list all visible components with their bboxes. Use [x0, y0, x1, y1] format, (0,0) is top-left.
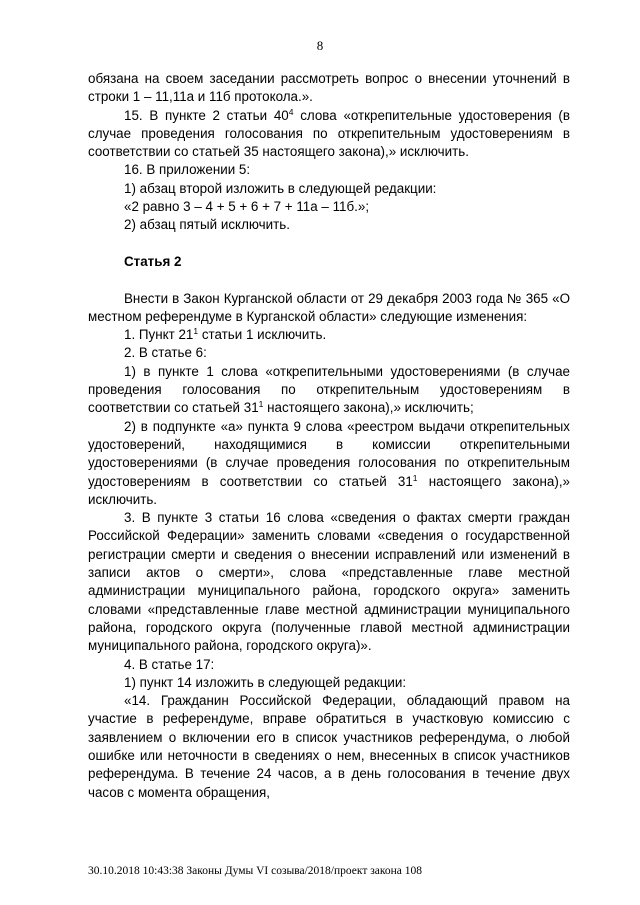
paragraph — [88, 198, 570, 216]
paragraph — [88, 674, 570, 692]
paragraph — [88, 107, 570, 162]
text-run: 1) абзац второй изложить в следующей редакции: — [124, 180, 437, 196]
paragraph — [88, 692, 570, 802]
text-run: Внести в Закон Курганской области от 29 декабря 2003 года № 365 «О местном референдуме в Курганской области» следующие изменения: — [88, 290, 570, 324]
paragraph — [88, 344, 570, 362]
blank-line — [88, 271, 570, 289]
blank-line — [88, 235, 570, 253]
text-run: 2. В статье 6: — [124, 345, 207, 361]
paragraph — [88, 363, 570, 418]
text-run: слова «открепительные удостоверения (в случае проведения голосования по открепительным удостоверениям в соответствии со статьей 35 настоящего закона),» исключить. — [88, 107, 570, 160]
paragraph — [88, 509, 570, 655]
text-run: настоящего закона),» исключить; — [263, 400, 474, 416]
text-run: Статья 2 — [124, 253, 182, 269]
paragraph — [88, 180, 570, 198]
superscript-index: 4 — [288, 106, 294, 117]
text-run: 16. В приложении 5: — [124, 162, 251, 178]
text-run: «2 равно 3 – 4 + 5 + 6 + 7 + 11а – 11б.»; — [124, 199, 370, 215]
superscript-index: 1 — [258, 399, 264, 410]
paragraph — [88, 161, 570, 179]
superscript-index: 1 — [193, 326, 199, 337]
text-run: 1) пункт 14 изложить в следующей редакции: — [124, 674, 407, 690]
text-run: 3. В пункте 3 статьи 16 слова «сведения о фактах смерти граждан Российской Федерации» заменить словами «сведения о государственной регистрации смерти и сведения о внесении исправлений или изменений в записи актов о смерти», слова «представленные главе местной администрации муниципального района, городского округа» заменить словами «представленные главе местной администрации муниципального района, городского округа (полученные главой местной администрации муниципального района, городского округа)». — [88, 510, 570, 654]
text-run: 15. В пункте 2 статьи 40 — [124, 107, 289, 123]
text-run: 1) в пункте 1 слова «открепительными удостоверениями (в случае проведения голосования по открепительным удостоверениям в соответствии со статьей 31 — [88, 363, 570, 416]
paragraph — [88, 216, 570, 234]
paragraph — [88, 290, 570, 327]
document-footer: 30.10.2018 10:43:38 Законы Думы VI созыва/2018/проект закона 108 — [88, 865, 423, 877]
text-run: 2) абзац пятый исключить. — [124, 217, 290, 233]
text-run: 1. Пункт 21 — [124, 327, 194, 343]
article-heading — [88, 253, 570, 271]
text-run: 4. В статье 17: — [124, 656, 215, 672]
paragraph — [88, 326, 570, 344]
paragraph — [88, 656, 570, 674]
text-run: настоящего закона),» исключить. — [88, 473, 570, 507]
paragraph — [88, 70, 570, 107]
page-number: 8 — [316, 38, 324, 53]
paragraph — [88, 418, 570, 509]
document-body — [88, 70, 570, 802]
superscript-index: 1 — [412, 472, 418, 483]
text-run: статьи 1 исключить. — [198, 327, 327, 343]
text-run: обязана на своем заседании рассмотреть вопрос о внесении уточнений в строки 1 – 11,11а и 11б протокола.». — [88, 71, 570, 105]
text-run: 2) в подпункте «а» пункта 9 слова «реестром выдачи открепительных удостоверений, находящимися в комиссии открепительными удостоверениями (в случае проведения голосования по открепительным удостоверениям в соответствии со статьей 31 — [88, 418, 570, 489]
text-run: «14. Гражданин Российской Федерации, обладающий правом на участие в референдуме, вправе обратиться в участковую комиссию с заявлением о включении его в список участников референдума, о любой ошибке или неточности в сведениях о нем, внесенных в список участников референдума. В течение 24 часов, а в день голосования в течение двух часов с момента обращения, — [88, 693, 570, 800]
